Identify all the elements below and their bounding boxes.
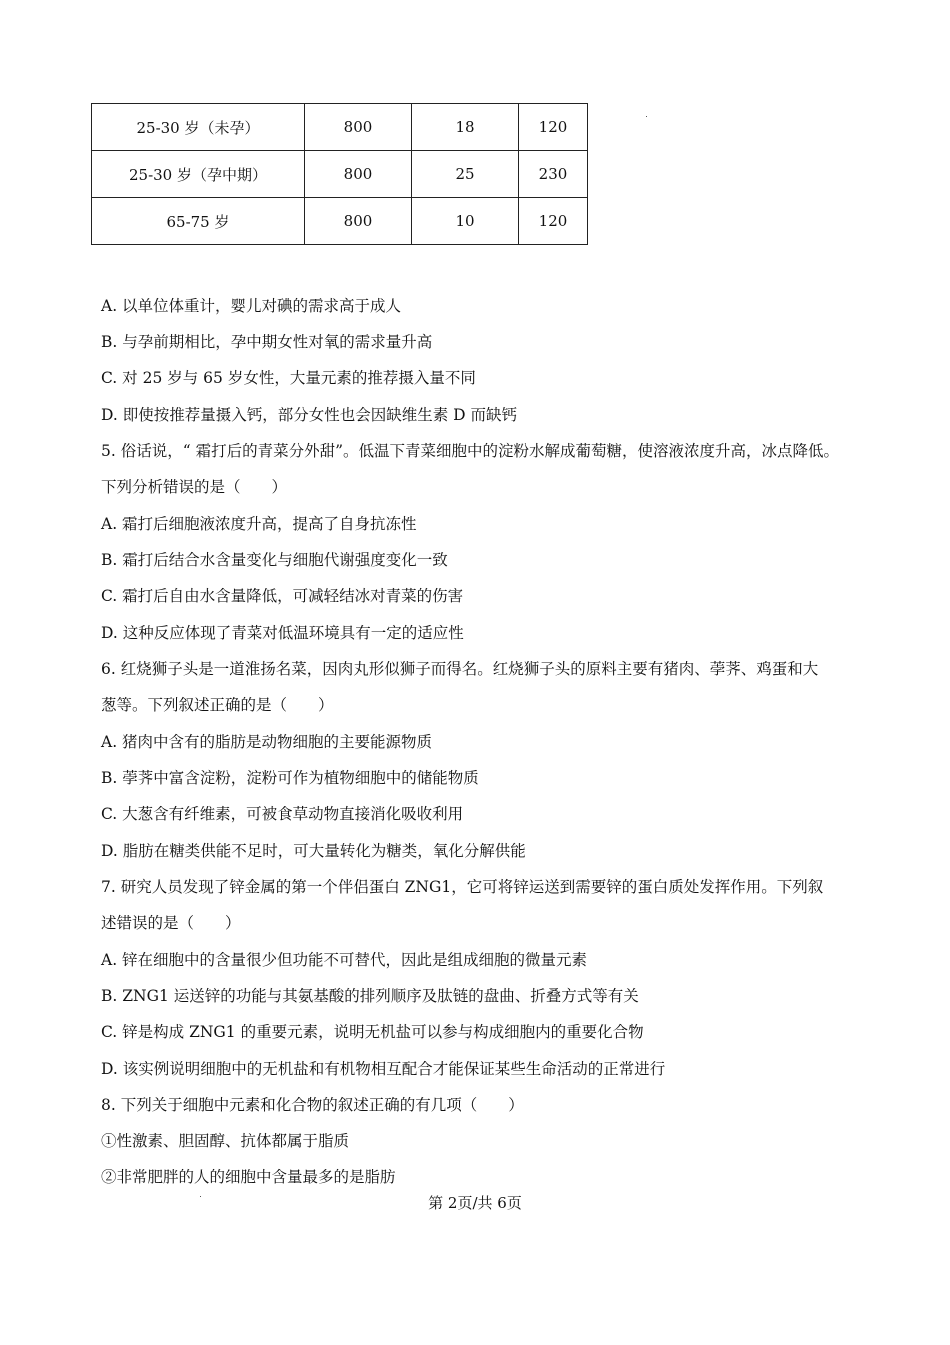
question-line: 5. 俗话说，“ 霜打后的青菜分外甜”。低温下青菜细胞中的淀粉水解成葡萄糖，使溶液浓度升高，冰点降低。: [101, 442, 839, 460]
table-cell: 800: [305, 104, 412, 151]
option-line: B. 荸荠中富含淀粉，淀粉可作为植物细胞中的储能物质: [101, 769, 479, 787]
table-row: [92, 151, 588, 198]
question-line: 下列分析错误的是（ ）: [101, 478, 288, 496]
option-line: B. ZNG1 运送锌的功能与其氨基酸的排列顺序及肽链的盘曲、折叠方式等有关: [101, 987, 639, 1005]
option-line: D. 该实例说明细胞中的无机盐和有机物相互配合才能保证某些生命活动的正常进行: [101, 1060, 666, 1078]
table-cell: 230: [519, 151, 588, 198]
table-cell: 25-30 岁（孕中期）: [92, 151, 305, 198]
option-line: C. 霜打后自由水含量降低，可减轻结冰对青菜的伤害: [101, 587, 464, 605]
speck-mark: [646, 116, 647, 117]
table-row: [92, 198, 588, 245]
question-line: 8. 下列关于细胞中元素和化合物的叙述正确的有几项（ ）: [101, 1096, 524, 1114]
table-cell: 800: [305, 198, 412, 245]
option-line: D. 脂肪在糖类供能不足时，可大量转化为糖类，氧化分解供能: [101, 842, 526, 860]
statement-line: ②非常肥胖的人的细胞中含量最多的是脂肪: [101, 1168, 396, 1186]
question-line: 6. 红烧狮子头是一道淮扬名菜，因肉丸形似狮子而得名。红烧狮子头的原料主要有猪肉、荸荠、鸡蛋和大: [101, 660, 819, 678]
statement-line: ①性激素、胆固醇、抗体都属于脂质: [101, 1132, 350, 1150]
table-cell: 25: [412, 151, 519, 198]
table-cell: 10: [412, 198, 519, 245]
option-line: A. 霜打后细胞液浓度升高，提高了自身抗冻性: [101, 515, 417, 533]
option-line: A. 以单位体重计，婴儿对碘的需求高于成人: [101, 297, 402, 315]
table-cell: 120: [519, 198, 588, 245]
option-line: C. 锌是构成 ZNG1 的重要元素，说明无机盐可以参与构成细胞内的重要化合物: [101, 1023, 644, 1041]
question-line: 葱等。下列叙述正确的是（ ）: [101, 696, 334, 714]
option-line: B. 与孕前期相比，孕中期女性对氧的需求量升高: [101, 333, 433, 351]
table-cell: 800: [305, 151, 412, 198]
option-line: D. 即使按推荐量摄入钙，部分女性也会因缺维生素 D 而缺钙: [101, 406, 518, 424]
question-line: 7. 研究人员发现了锌金属的第一个伴侣蛋白 ZNG1，它可将锌运送到需要锌的蛋白质处发挥作用。下列叙: [101, 878, 824, 896]
option-line: A. 猪肉中含有的脂肪是动物细胞的主要能源物质: [101, 733, 433, 751]
table-cell: 25-30 岁（未孕）: [92, 104, 305, 151]
option-line: A. 锌在细胞中的含量很少但功能不可替代，因此是组成细胞的微量元素: [101, 951, 588, 969]
table-cell: 18: [412, 104, 519, 151]
table-cell: 120: [519, 104, 588, 151]
option-line: B. 霜打后结合水含量变化与细胞代谢强度变化一致: [101, 551, 448, 569]
page-number: 第 2页/共 6页: [428, 1194, 522, 1212]
table-row: [92, 104, 588, 151]
option-line: D. 这种反应体现了青菜对低温环境具有一定的适应性: [101, 624, 464, 642]
option-line: C. 对 25 岁与 65 岁女性，大量元素的推荐摄入量不同: [101, 369, 476, 387]
question-line: 述错误的是（ ）: [101, 914, 241, 932]
table-cell: 65-75 岁: [92, 198, 305, 245]
option-line: C. 大葱含有纤维素，可被食草动物直接消化吸收利用: [101, 805, 464, 823]
nutrition-table: [91, 103, 588, 245]
